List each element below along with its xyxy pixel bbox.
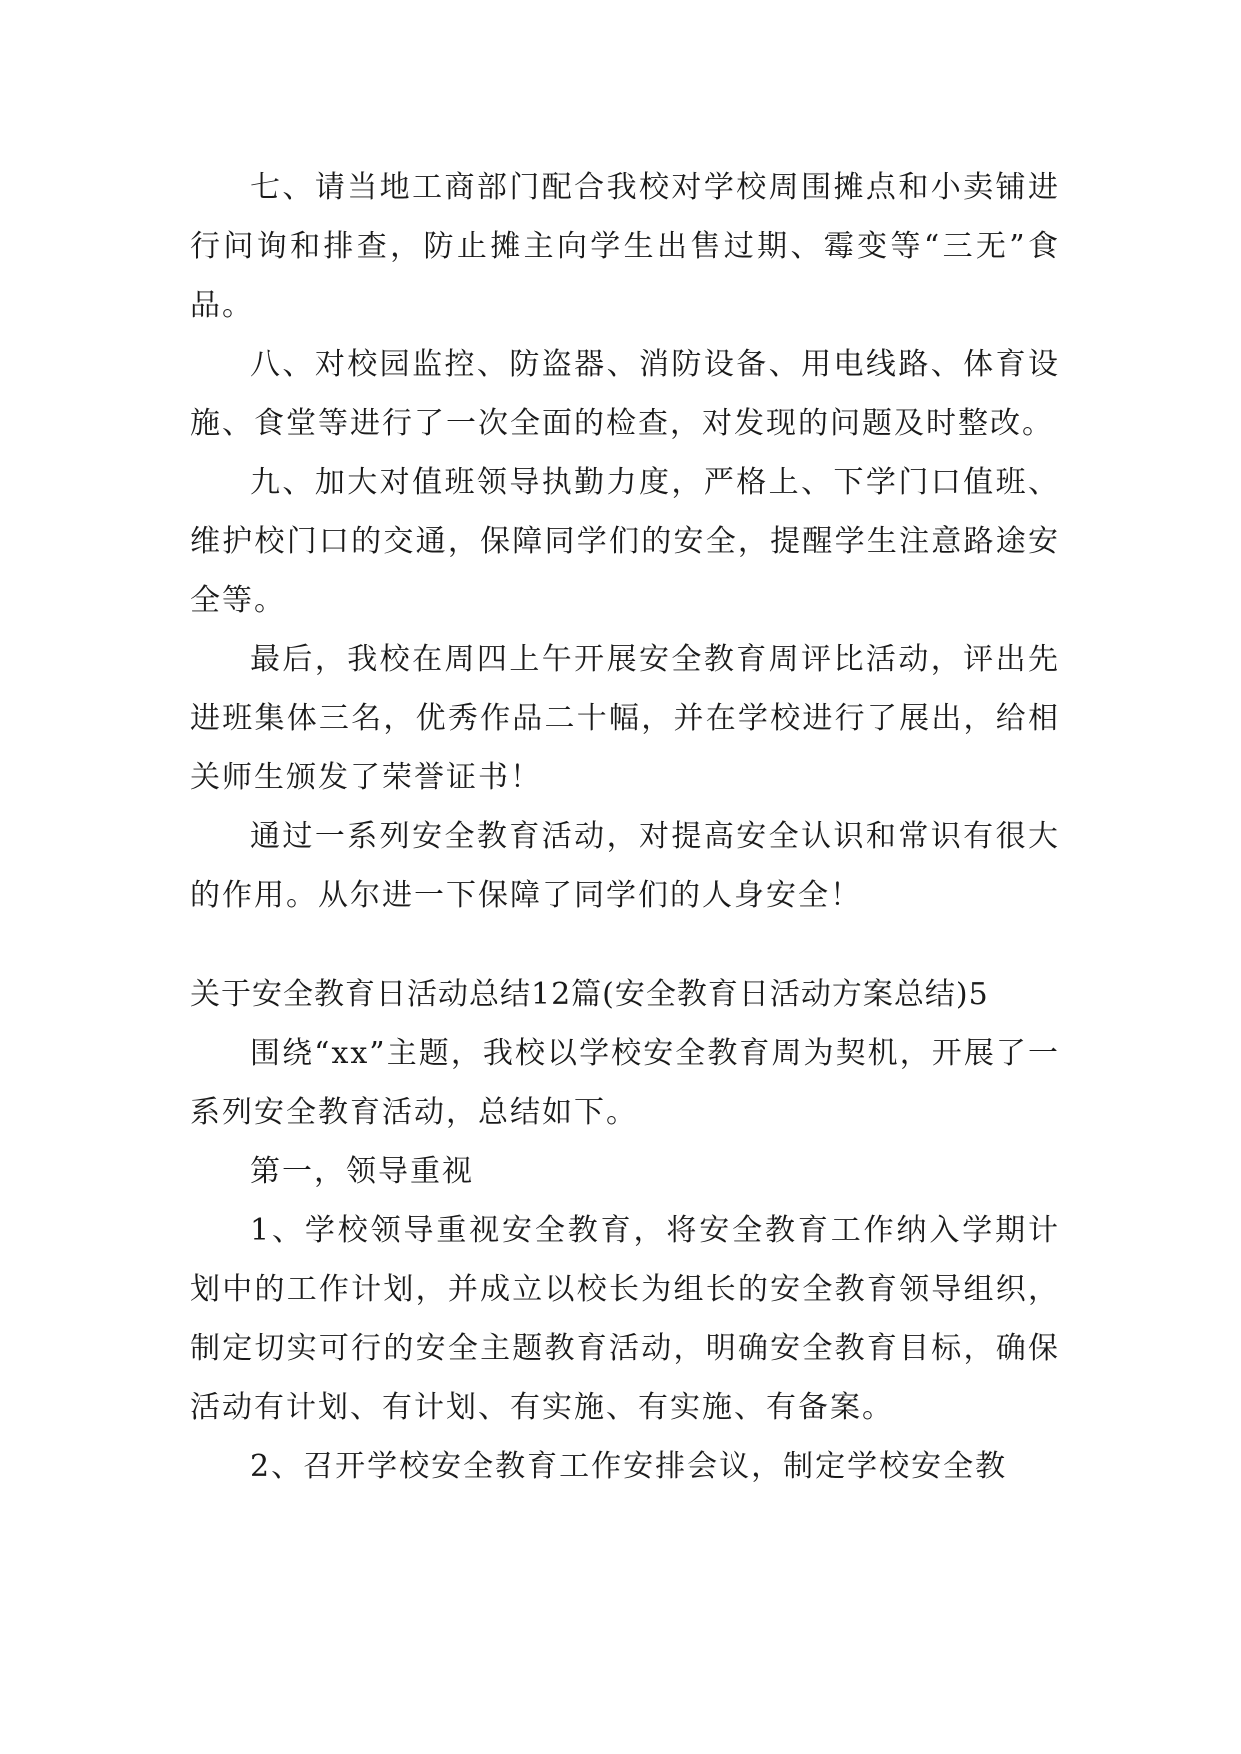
paragraph-item-7: 七、请当地工商部门配合我校对学校周围摊点和小卖铺进行问询和排查，防止摊主向学生出售过期、霉变等“三无”食品。 <box>190 170 1060 323</box>
paragraph-item-8: 八、对校园监控、防盗器、消防设备、用电线路、体育设施、食堂等进行了一次全面的检查，对发现的问题及时整改。 <box>190 347 1060 441</box>
paragraph-intro: 围绕“xx”主题，我校以学校安全教育周为契机，开展了一系列安全教育活动，总结如下。 <box>190 1036 1060 1130</box>
paragraph-conclusion: 通过一系列安全教育活动，对提高安全认识和常识有很大的作用。从尔进一下保障了同学们的人身安全！ <box>190 819 1060 913</box>
section-spacer <box>190 925 1060 965</box>
document-body <box>190 158 1060 1496</box>
paragraph-finally: 最后，我校在周四上午开展安全教育周评比活动，评出先进班集体三名，优秀作品二十幅，并在学校进行了展出，给相关师生颁发了荣誉证书！ <box>190 642 1060 795</box>
paragraph-point-1: 1、学校领导重视安全教育，将安全教育工作纳入学期计划中的工作计划，并成立以校长为组长的安全教育领导组织，制定切实可行的安全主题教育活动，明确安全教育目标，确保活动有计划、有计划、有实施、有实施、有备案。 <box>190 1213 1060 1425</box>
section-heading: 关于安全教育日活动总结12篇(安全教育日活动方案总结)5 <box>190 977 989 1012</box>
paragraph-item-9: 九、加大对值班领导执勤力度，严格上、下学门口值班、维护校门口的交通，保障同学们的安全，提醒学生注意路途安全等。 <box>190 465 1060 618</box>
paragraph-subheading: 第一，领导重视 <box>250 1154 474 1189</box>
paragraph-point-2: 2、召开学校安全教育工作安排会议，制定学校安全教 <box>250 1449 1008 1484</box>
